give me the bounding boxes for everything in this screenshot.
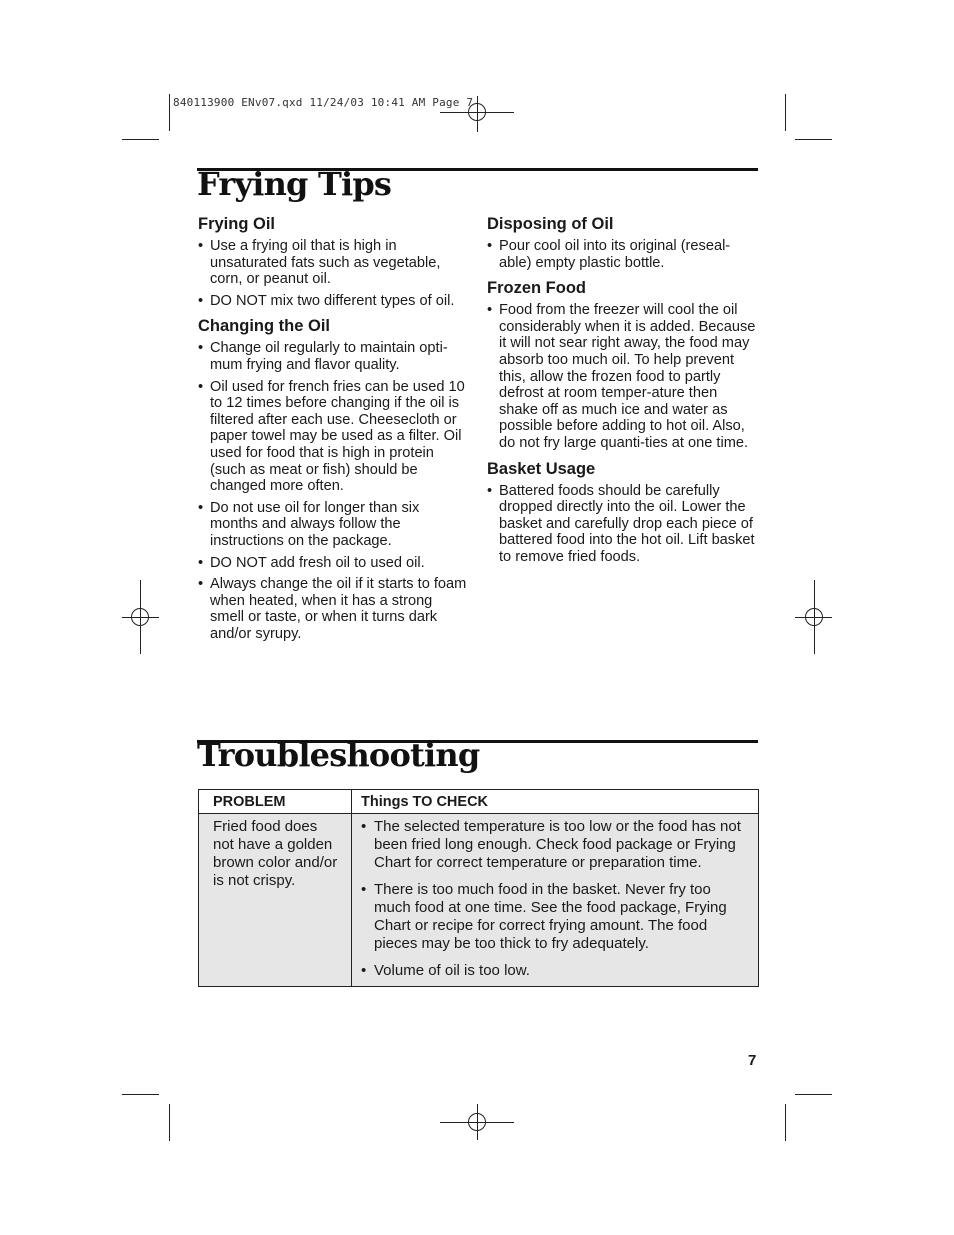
- crop-mark: [795, 1094, 832, 1095]
- registration-target-icon: [805, 608, 823, 626]
- list-item: • Battered foods should be carefully dropped directly into the oil. Lower the basket and carefully drop each piece of battered food into the hot oil. Lift basket to remove fried foods.: [487, 483, 759, 566]
- list-item: • Do not use oil for longer than six months and always follow the instructions on the package.: [198, 500, 470, 550]
- frozen-food-list: [487, 302, 759, 451]
- list-item: • Use a frying oil that is high in unsaturated fats such as vegetable, corn, or peanut oil.: [198, 238, 470, 288]
- registration-target-icon: [131, 608, 149, 626]
- troubleshooting-title: Troubleshooting: [197, 736, 480, 774]
- list-item: • Oil used for french fries can be used 10 to 12 times before changing if the oil is filtered after each use. Cheesecloth or paper towel may be used as a filter. Oil used for food that is high in protein (such as meat or fish) should be changed more often.: [198, 379, 470, 495]
- left-column: [198, 215, 470, 650]
- crop-mark: [169, 1104, 170, 1141]
- basket-usage-heading: Basket Usage: [487, 459, 596, 478]
- page-number: 7: [748, 1052, 757, 1069]
- table-row: [199, 814, 759, 987]
- list-item: • Change oil regularly to maintain opti-mum frying and flavor quality.: [198, 340, 470, 373]
- list-item: • Always change the oil if it starts to foam when heated, when it has a strong smell or taste, or when it turns dark and/or syrupy.: [198, 576, 470, 642]
- frying-oil-list: [198, 238, 470, 309]
- table-header-row: [199, 790, 759, 814]
- crop-mark: [169, 94, 170, 131]
- changing-oil-list: [198, 340, 470, 642]
- frying-tips-title: Frying Tips: [197, 165, 392, 203]
- list-item: • Pour cool oil into its original (reseal-able) empty plastic bottle.: [487, 238, 759, 271]
- changing-oil-heading: Changing the Oil: [198, 317, 330, 336]
- right-column: [487, 215, 759, 574]
- frozen-food-heading: Frozen Food: [487, 279, 586, 298]
- crop-mark: [785, 1104, 786, 1141]
- disposing-oil-list: [487, 238, 759, 271]
- registration-target-icon: [468, 1113, 486, 1131]
- registration-target-icon: [468, 103, 486, 121]
- frying-oil-heading: Frying Oil: [198, 215, 276, 233]
- list-item: • DO NOT mix two different types of oil.: [198, 293, 470, 310]
- crop-mark: [795, 139, 832, 140]
- check-cell: [352, 814, 759, 987]
- list-item: • The selected temperature is too low or the food has not been fried long enough. Check food package or Frying Chart for correct temperature or preparation time.: [361, 818, 748, 872]
- crop-mark: [785, 94, 786, 131]
- list-item: • There is too much food in the basket. Never fry too much food at one time. See the food package, Frying Chart or recipe for correct frying amount. The food pieces may be too thick to fry adequately.: [361, 881, 748, 953]
- troubleshooting-table: [198, 789, 759, 987]
- column-header-check: Things TO CHECK: [352, 790, 759, 814]
- disposing-oil-heading: Disposing of Oil: [487, 215, 614, 233]
- list-item: • Food from the freezer will cool the oil considerably when it is added. Because it will not sear right away, the food may absorb too much oil. To help prevent this, allow the frozen food to partly defrost at room temper-ature then shake off as much ice and water as possible before adding to hot oil. Also, do not fry large quanti-ties at one time.: [487, 302, 759, 451]
- crop-mark: [122, 139, 159, 140]
- list-item: • Volume of oil is too low.: [361, 962, 748, 980]
- list-item: • DO NOT add fresh oil to used oil.: [198, 555, 470, 572]
- column-header-problem: PROBLEM: [199, 790, 352, 814]
- problem-cell: Fried food does not have a golden brown color and/or is not crispy.: [199, 814, 352, 987]
- crop-mark: [122, 1094, 159, 1095]
- basket-usage-list: [487, 483, 759, 566]
- print-slug: 840113900 ENv07.qxd 11/24/03 10:41 AM Page 7: [173, 96, 474, 109]
